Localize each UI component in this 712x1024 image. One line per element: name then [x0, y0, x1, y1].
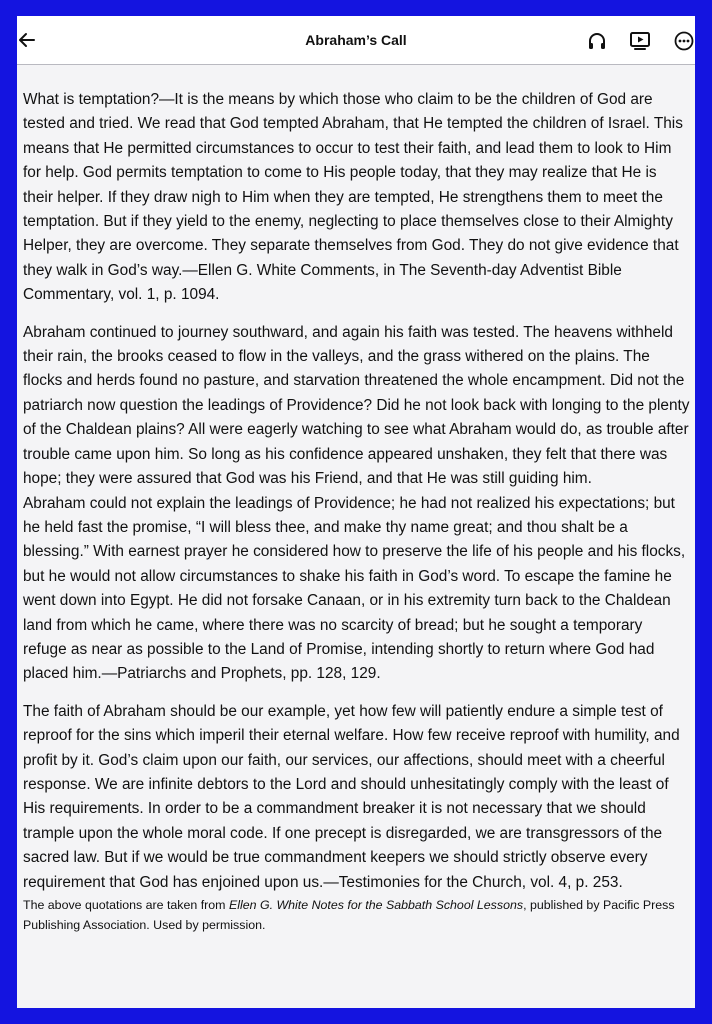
source-note-prefix: The above quotations are taken from [23, 898, 229, 912]
source-note-suffix: , published by Pacific Press Publishing Association. Used by permission. [23, 898, 675, 932]
reading-content [23, 88, 690, 935]
more-options-icon[interactable] [673, 30, 695, 52]
source-book-title: Ellen G. White Notes for the Sabbath School Lessons [228, 898, 524, 912]
paragraph: Abraham continued to journey southward, and again his faith was tested. The heavens withheld their rain, the brooks ceased to flow in the valleys, and the grass withered on the plains. The flocks and herds found no pasture, and starvation threatened the whole encampment. Did not the patriarch now question the leadings of Providence? Did he not look back with longing to the plenty of the Chaldean plains? All were eagerly watching to see what Abraham would do, as trouble after trouble came upon him. So long as his confidence appeared unshaken, they felt that there was hope; they were assured that God was his Friend, and that He was still guiding him. [23, 323, 690, 488]
paragraph: Abraham could not explain the leadings of Providence; he had not realized his expectations; but he held fast the promise, “I will bless thee, and make thy name great; and thou shalt be a blessing.” With earnest prayer he considered how to preserve the life of his people and his flocks, but he would not allow circumstances to shake his faith in God’s word. To escape the famine he went down into Egypt. He did not forsake Canaan, or in his extremity turn back to the Chaldean land from which he came, where there was no scarcity of bread; but he sought a temporary refuge as near as possible to the Land of Promise, intending shortly to return where God had placed him.—Patriarchs and Prophets, pp. 128, 129. [23, 494, 686, 683]
play-video-icon[interactable] [629, 30, 651, 52]
paragraph: The faith of Abraham should be our example, yet how few will patiently endure a simple test of reproof for the sins which imperil their eternal welfare. How few receive reproof with humility, and profit by it. God’s claim upon our faith, our services, our affections, should meet with a cheerful response. We are infinite debtors to the Lord and should unhesitatingly comply with the least of His requirements. In order to be a commandment breaker it is not necessary that we should trample upon the whole moral code. If one precept is disregarded, we are transgressors of the sacred law. But if we would be true commandment keepers we should strictly observe every requirement that God has enjoined upon us.—Testimonies for the Church, vol. 4, p. 253. [23, 702, 680, 891]
headphones-icon[interactable] [586, 30, 608, 52]
top-bar [17, 16, 695, 65]
page-title: Abraham’s Call [305, 32, 407, 48]
paragraph-gap [23, 308, 690, 321]
paragraph-gap [23, 687, 690, 700]
paragraph: What is temptation?—It is the means by which those who claim to be the children of God are tested and tried. We read that God tempted Abraham, that He tempted the children of Israel. This means that He permitted circumstances to occur to test their faith, and lead them to look to Him for help. God permits temptation to come to His people today, that they may realize that He is their helper. If they draw nigh to Him when they are tempted, He strengthens them to meet the temptation. But if they yield to the enemy, neglecting to place themselves close to their Almighty Helper, they are overcome. They separate themselves from God. They do not give evidence that they walk in God’s way.—Ellen G. White Comments, in The Seventh-day Adventist Bible Commentary, vol. 1, p. 1094. [23, 91, 683, 304]
source-note [23, 895, 690, 935]
app-window [17, 16, 695, 1008]
